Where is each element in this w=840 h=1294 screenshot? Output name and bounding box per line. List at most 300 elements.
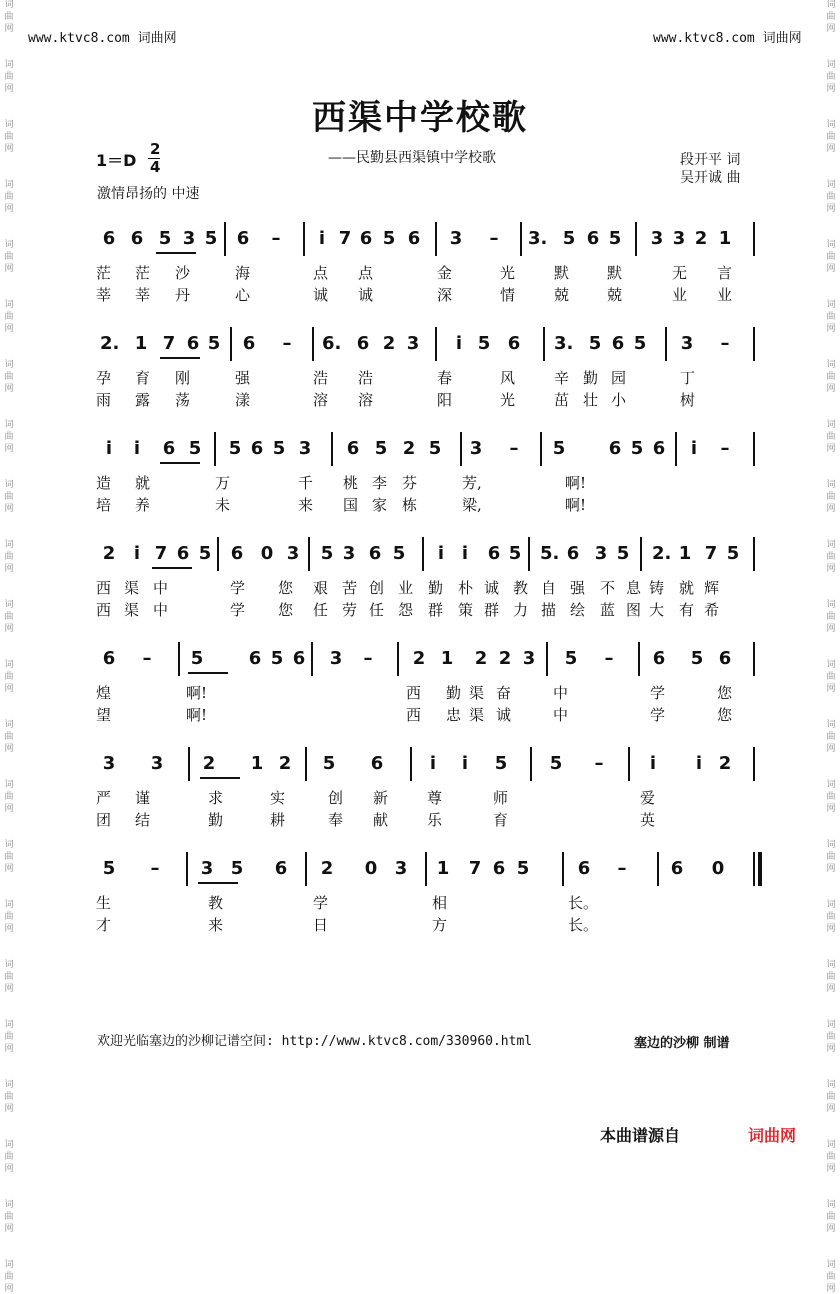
lyric-syllable: 中 xyxy=(553,684,569,702)
lyric-syllable: 自 xyxy=(541,579,557,597)
note: 5 xyxy=(690,648,704,669)
watermark-mark: 词 曲 网 xyxy=(826,780,836,814)
note: i xyxy=(133,438,141,459)
watermark-mark: 词 曲 网 xyxy=(826,120,836,154)
lyric-syllable: 学 xyxy=(313,894,329,912)
note: 6 xyxy=(652,648,666,669)
note: 2. xyxy=(100,333,120,354)
note: 7 xyxy=(338,228,352,249)
lyric-syllable: 兢 xyxy=(554,286,570,304)
note: 6 xyxy=(274,858,288,879)
note: 6 xyxy=(407,228,421,249)
source-site-logo[interactable]: 词曲网 xyxy=(748,1126,797,1145)
bar-line xyxy=(753,432,755,466)
note: 6 xyxy=(611,333,625,354)
lyric-syllable: 长。 xyxy=(568,916,599,934)
note: 2 xyxy=(382,333,396,354)
lyric-syllable: 望 xyxy=(96,706,112,724)
lyric-syllable: 点 xyxy=(313,264,329,282)
note: 5 xyxy=(608,228,622,249)
lyric-syllable: 溶 xyxy=(358,391,374,409)
lyric-syllable: 乐 xyxy=(427,811,443,829)
lyric-syllable: 心 xyxy=(235,286,251,304)
bar-line xyxy=(305,747,307,781)
beam-line xyxy=(160,357,200,359)
note: 6 xyxy=(487,543,501,564)
lyric-syllable: 深 xyxy=(437,286,453,304)
note: 6 xyxy=(586,228,600,249)
lyric-syllable: 任 xyxy=(369,601,385,619)
note: i xyxy=(437,543,445,564)
note: 6 xyxy=(670,858,684,879)
lyric-syllable: 树 xyxy=(680,391,696,409)
note: 2 xyxy=(278,753,292,774)
bar-line xyxy=(543,327,545,361)
lyric-syllable: 茫 xyxy=(96,264,112,282)
note: 3 xyxy=(102,753,116,774)
note: – xyxy=(594,753,604,774)
lyric-syllable: 诚 xyxy=(313,286,329,304)
watermark-mark: 词 曲 网 xyxy=(826,600,836,634)
watermark-mark: 词 曲 网 xyxy=(4,60,14,94)
watermark-mark: 词 曲 网 xyxy=(4,1020,14,1054)
watermark-mark: 词 曲 网 xyxy=(4,240,14,274)
lyric-syllable: 渠 xyxy=(469,684,485,702)
note: 2. xyxy=(652,543,672,564)
note: 0 xyxy=(364,858,378,879)
lyric-syllable: 培 xyxy=(96,496,112,514)
note: 3 xyxy=(286,543,300,564)
note: 6 xyxy=(162,438,176,459)
lyric-syllable: 煌 xyxy=(96,684,112,702)
watermark-mark: 词 曲 网 xyxy=(826,720,836,754)
lyric-syllable: 勤 xyxy=(583,369,599,387)
bar-line xyxy=(217,537,219,571)
note: i xyxy=(455,333,463,354)
note: i xyxy=(318,228,326,249)
note: 5 xyxy=(549,753,563,774)
bar-line xyxy=(758,852,762,886)
lyric-syllable: 诚 xyxy=(358,286,374,304)
lyric-syllable: 荡 xyxy=(175,391,191,409)
time-signature-top: 2 xyxy=(150,140,161,158)
lyric-syllable: 阳 xyxy=(437,391,453,409)
note: 5 xyxy=(552,438,566,459)
note: 5 xyxy=(382,228,396,249)
lyric-syllable: 渠 xyxy=(469,706,485,724)
note: 7 xyxy=(468,858,482,879)
lyric-syllable: 育 xyxy=(493,811,509,829)
note: – xyxy=(604,648,614,669)
note: i xyxy=(105,438,113,459)
note: i xyxy=(649,753,657,774)
bar-line xyxy=(540,432,542,466)
lyric-syllable: 求 xyxy=(208,789,224,807)
lyric-syllable: 勤 xyxy=(446,684,462,702)
note: 3 xyxy=(150,753,164,774)
bar-line xyxy=(753,852,755,886)
lyric-syllable: 雨 xyxy=(96,391,112,409)
note: 2 xyxy=(412,648,426,669)
lyric-syllable: 莘 xyxy=(135,286,151,304)
lyric-syllable: 情 xyxy=(500,286,516,304)
note: 6 xyxy=(359,228,373,249)
note: 6 xyxy=(176,543,190,564)
note: 5 xyxy=(158,228,172,249)
note: i xyxy=(133,543,141,564)
composer: 吴开诚 曲 xyxy=(680,170,741,186)
note: i xyxy=(690,438,698,459)
lyric-syllable: 任 xyxy=(313,601,329,619)
lyric-syllable: 渠 xyxy=(124,579,140,597)
lyric-syllable: 中 xyxy=(153,579,169,597)
note: 1 xyxy=(718,228,732,249)
note: i xyxy=(461,753,469,774)
note: 5 xyxy=(616,543,630,564)
lyric-syllable: 怨 xyxy=(398,601,414,619)
lyric-syllable: 光 xyxy=(500,391,516,409)
bar-line xyxy=(562,852,564,886)
lyric-syllable: 群 xyxy=(484,601,500,619)
note: i xyxy=(429,753,437,774)
lyric-syllable: 苦 xyxy=(342,579,358,597)
note: 5 xyxy=(564,648,578,669)
note: 3 xyxy=(394,858,408,879)
note: 5 xyxy=(228,438,242,459)
bar-line xyxy=(188,747,190,781)
note: 3 xyxy=(200,858,214,879)
lyric-syllable: 春 xyxy=(437,369,453,387)
lyric-syllable: 金 xyxy=(437,264,453,282)
site-link-left[interactable]: www.ktvc8.com 词曲网 xyxy=(28,31,177,46)
note: 6 xyxy=(346,438,360,459)
watermark-mark: 词 曲 网 xyxy=(4,420,14,454)
lyric-syllable: 莘 xyxy=(96,286,112,304)
note: 6 xyxy=(130,228,144,249)
note: 5 xyxy=(188,438,202,459)
lyric-syllable: 西 xyxy=(96,579,112,597)
lyric-syllable: 啊! xyxy=(186,684,208,702)
note: 7 xyxy=(162,333,176,354)
lyric-syllable: 奉 xyxy=(328,811,344,829)
bar-line xyxy=(410,747,412,781)
note: 1 xyxy=(440,648,454,669)
beam-line xyxy=(152,567,192,569)
watermark-mark: 词 曲 网 xyxy=(826,1020,836,1054)
watermark-mark: 词 曲 网 xyxy=(826,1080,836,1114)
note: i xyxy=(695,753,703,774)
bar-line xyxy=(308,537,310,571)
lyric-syllable: 您 xyxy=(717,706,733,724)
lyric-syllable: 业 xyxy=(717,286,733,304)
lyric-syllable: 风 xyxy=(500,369,516,387)
bar-line xyxy=(230,327,232,361)
bar-line xyxy=(305,852,307,886)
note: 6 xyxy=(230,543,244,564)
lyric-syllable: 您 xyxy=(278,601,294,619)
lyric-syllable: 蓝 xyxy=(600,601,616,619)
lyric-syllable: 学 xyxy=(650,684,666,702)
watermark-mark: 词 曲 网 xyxy=(4,120,14,154)
note: – xyxy=(489,228,499,249)
note: 6 xyxy=(102,648,116,669)
lyric-syllable: 生 xyxy=(96,894,112,912)
lyric-syllable: 力 xyxy=(513,601,529,619)
note: 3 xyxy=(594,543,608,564)
lyric-syllable: 未 xyxy=(215,496,231,514)
lyric-syllable: 创 xyxy=(328,789,344,807)
lyric-syllable: 日 xyxy=(313,916,329,934)
lyric-syllable: 无 xyxy=(672,264,688,282)
lyric-syllable: 教 xyxy=(208,894,224,912)
watermark-mark: 词 曲 网 xyxy=(826,180,836,214)
lyric-syllable: 方 xyxy=(432,916,448,934)
watermark-mark: 词 曲 网 xyxy=(826,60,836,94)
lyric-syllable: 强 xyxy=(235,369,251,387)
lyric-syllable: 万 xyxy=(215,474,231,492)
note: – xyxy=(150,858,160,879)
lyric-syllable: 业 xyxy=(672,286,688,304)
note: 6 xyxy=(718,648,732,669)
note: 1 xyxy=(250,753,264,774)
note: 5 xyxy=(630,438,644,459)
bar-line xyxy=(665,327,667,361)
footer-link[interactable]: 欢迎光临塞边的沙柳记谱空间: http://www.ktvc8.com/330960.html xyxy=(97,1034,533,1049)
note: 5 xyxy=(207,333,221,354)
note: 3 xyxy=(680,333,694,354)
note: – xyxy=(142,648,152,669)
note: – xyxy=(720,333,730,354)
note: – xyxy=(363,648,373,669)
note: 3 xyxy=(522,648,536,669)
lyric-syllable: 实 xyxy=(270,789,286,807)
watermark-mark: 词 曲 网 xyxy=(4,0,14,34)
watermark-mark: 词 曲 网 xyxy=(4,480,14,514)
lyric-syllable: 芳, xyxy=(462,474,482,492)
lyric-syllable: 园 xyxy=(611,369,627,387)
song-title: 西渠中学校歌 xyxy=(312,98,528,138)
right-watermark-strip xyxy=(824,0,838,1294)
lyric-syllable: 露 xyxy=(135,391,151,409)
bar-line xyxy=(178,642,180,676)
note: 3. xyxy=(528,228,548,249)
bar-line xyxy=(753,222,755,256)
note: 2 xyxy=(402,438,416,459)
tempo-marking: 激情昂扬的 中速 xyxy=(97,186,200,202)
lyric-syllable: 小 xyxy=(611,391,627,409)
lyric-syllable: 茁 xyxy=(554,391,570,409)
watermark-mark: 词 曲 网 xyxy=(826,840,836,874)
note: 1 xyxy=(436,858,450,879)
lyric-syllable: 尊 xyxy=(427,789,443,807)
lyric-syllable: 息 xyxy=(626,579,642,597)
lyric-syllable: 英 xyxy=(640,811,656,829)
note: 1 xyxy=(678,543,692,564)
score-row xyxy=(0,648,840,724)
lyric-syllable: 辛 xyxy=(554,369,570,387)
beam-line xyxy=(200,777,240,779)
lyric-syllable: 勤 xyxy=(428,579,444,597)
note: 1 xyxy=(134,333,148,354)
note: 6 xyxy=(368,543,382,564)
bar-line xyxy=(530,747,532,781)
lyricist: 段开平 词 xyxy=(680,152,741,168)
watermark-mark: 词 曲 网 xyxy=(4,540,14,574)
note: 5 xyxy=(392,543,406,564)
note: 6 xyxy=(250,438,264,459)
bar-line xyxy=(422,537,424,571)
note: 6. xyxy=(322,333,342,354)
lyric-syllable: 大 xyxy=(649,601,665,619)
lyric-syllable: 溶 xyxy=(313,391,329,409)
note: 5 xyxy=(270,648,284,669)
note: 6 xyxy=(507,333,521,354)
note: 5 xyxy=(588,333,602,354)
bar-line xyxy=(546,642,548,676)
lyric-syllable: 中 xyxy=(153,601,169,619)
note: 2 xyxy=(320,858,334,879)
lyric-syllable: 默 xyxy=(607,264,623,282)
lyric-syllable: 希 xyxy=(704,601,720,619)
lyric-syllable: 中 xyxy=(553,706,569,724)
bar-line xyxy=(753,642,755,676)
note: i xyxy=(461,543,469,564)
lyric-syllable: 啊! xyxy=(565,496,587,514)
watermark-mark: 词 曲 网 xyxy=(4,840,14,874)
note: 3 xyxy=(650,228,664,249)
watermark-mark: 词 曲 网 xyxy=(4,300,14,334)
bar-line xyxy=(520,222,522,256)
lyric-syllable: 爱 xyxy=(640,789,656,807)
lyric-syllable: 育 xyxy=(135,369,151,387)
lyric-syllable: 啊! xyxy=(186,706,208,724)
lyric-syllable: 西 xyxy=(406,706,422,724)
lyric-syllable: 沙 xyxy=(175,264,191,282)
bar-line xyxy=(628,747,630,781)
note: 5 xyxy=(272,438,286,459)
bar-line xyxy=(675,432,677,466)
watermark-mark: 词 曲 网 xyxy=(826,960,836,994)
watermark-mark: 词 曲 网 xyxy=(4,960,14,994)
note: – xyxy=(271,228,281,249)
watermark-mark: 词 曲 网 xyxy=(826,480,836,514)
note: 5 xyxy=(562,228,576,249)
lyric-syllable: 描 xyxy=(541,601,557,619)
bar-line xyxy=(312,327,314,361)
watermark-mark: 词 曲 网 xyxy=(826,360,836,394)
note: 3 xyxy=(449,228,463,249)
note: 3 xyxy=(406,333,420,354)
beam-line xyxy=(188,672,228,674)
site-link-right[interactable]: www.ktvc8.com 词曲网 xyxy=(653,31,802,46)
note: 5 xyxy=(190,648,204,669)
note: – xyxy=(720,438,730,459)
watermark-mark: 词 曲 网 xyxy=(826,900,836,934)
watermark-mark: 词 曲 网 xyxy=(4,1080,14,1114)
bar-line xyxy=(635,222,637,256)
watermark-mark: 词 曲 网 xyxy=(826,300,836,334)
lyric-syllable: 西 xyxy=(406,684,422,702)
watermark-mark: 词 曲 网 xyxy=(4,1200,14,1234)
arranger-signature: 塞边的沙柳 制谱 xyxy=(634,1036,730,1051)
note: 3 xyxy=(672,228,686,249)
lyric-syllable: 强 xyxy=(570,579,586,597)
watermark-mark: 词 曲 网 xyxy=(826,1140,836,1174)
note: 6 xyxy=(577,858,591,879)
note: 6 xyxy=(186,333,200,354)
watermark-mark: 词 曲 网 xyxy=(826,660,836,694)
lyric-syllable: 创 xyxy=(369,579,385,597)
lyric-syllable: 劳 xyxy=(342,601,358,619)
lyric-syllable: 丁 xyxy=(680,369,696,387)
lyric-syllable: 啊! xyxy=(565,474,587,492)
note: 2 xyxy=(474,648,488,669)
note: – xyxy=(282,333,292,354)
lyric-syllable: 就 xyxy=(679,579,695,597)
note: 6 xyxy=(236,228,250,249)
note: 5 xyxy=(508,543,522,564)
lyric-syllable: 忠 xyxy=(446,706,462,724)
note: 3. xyxy=(554,333,574,354)
watermark-mark: 词 曲 网 xyxy=(4,720,14,754)
watermark-mark: 词 曲 网 xyxy=(826,420,836,454)
note: 5 xyxy=(726,543,740,564)
lyric-syllable: 来 xyxy=(298,496,314,514)
watermark-mark: 词 曲 网 xyxy=(4,780,14,814)
score-row xyxy=(0,228,840,304)
lyric-syllable: 学 xyxy=(650,706,666,724)
note: 5 xyxy=(320,543,334,564)
lyric-syllable: 谨 xyxy=(135,789,151,807)
note: 5 xyxy=(428,438,442,459)
bar-line xyxy=(435,327,437,361)
lyric-syllable: 养 xyxy=(135,496,151,514)
lyric-syllable: 有 xyxy=(679,601,695,619)
bar-line xyxy=(224,222,226,256)
lyric-syllable: 芬 xyxy=(402,474,418,492)
bar-line xyxy=(460,432,462,466)
watermark-mark: 词 曲 网 xyxy=(4,1140,14,1174)
lyric-syllable: 师 xyxy=(493,789,509,807)
bar-line xyxy=(435,222,437,256)
bar-line xyxy=(640,537,642,571)
lyric-syllable: 耕 xyxy=(270,811,286,829)
watermark-mark: 词 曲 网 xyxy=(4,360,14,394)
beam-line xyxy=(156,252,196,254)
bar-line xyxy=(303,222,305,256)
lyric-syllable: 来 xyxy=(208,916,224,934)
note: 6 xyxy=(102,228,116,249)
lyric-syllable: 梁, xyxy=(462,496,482,514)
lyric-syllable: 新 xyxy=(373,789,389,807)
note: 5 xyxy=(102,858,116,879)
note: 3 xyxy=(298,438,312,459)
note: 2 xyxy=(694,228,708,249)
lyric-syllable: 浩 xyxy=(358,369,374,387)
note: 3 xyxy=(342,543,356,564)
lyric-syllable: 相 xyxy=(432,894,448,912)
bar-line xyxy=(753,747,755,781)
lyric-syllable: 浩 xyxy=(313,369,329,387)
lyric-syllable: 策 xyxy=(458,601,474,619)
lyric-syllable: 献 xyxy=(373,811,389,829)
lyric-syllable: 造 xyxy=(96,474,112,492)
lyric-syllable: 诚 xyxy=(484,579,500,597)
note: 6 xyxy=(356,333,370,354)
bar-line xyxy=(753,327,755,361)
lyric-syllable: 艰 xyxy=(313,579,329,597)
lyric-syllable: 诚 xyxy=(496,706,512,724)
